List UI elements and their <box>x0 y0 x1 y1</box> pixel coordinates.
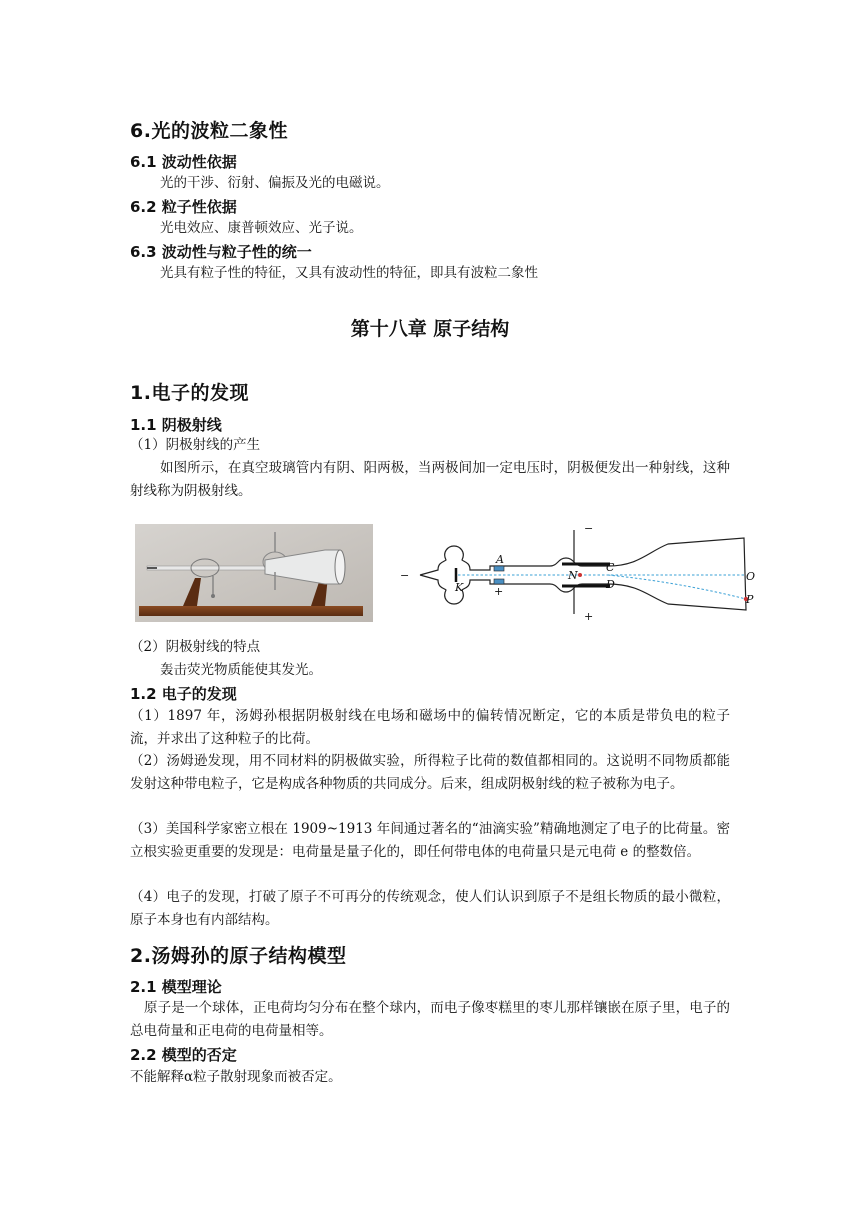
section-2-1-heading: 2.1 模型理论 <box>130 978 222 996</box>
section-6-3-heading: 6.3 波动性与粒子性的统一 <box>130 243 312 261</box>
item-2-text: 轰击荧光物质能使其发光。 <box>160 662 322 678</box>
item-2-label: （2）阴极射线的特点 <box>130 639 261 655</box>
item-1-text: 如图所示，在真空玻璃管内有阴、阳两极，当两极间加一定电压时，阴极便发出一种射线，这种射线称为阴极射线。 <box>130 460 730 499</box>
anode-plate-bottom <box>494 579 504 584</box>
label-d: D <box>606 578 615 591</box>
section-6-1-text: 光的干涉、衍射、偏振及光的电磁说。 <box>160 175 390 191</box>
label-c: C <box>606 561 615 574</box>
model-rejection-text: 不能解释α粒子散射现象而被否定。 <box>130 1069 342 1085</box>
model-theory-text: 原子是一个球体，正电荷均匀分布在整个球内，而电子像枣糕里的枣儿那样镶嵌在原子里，电子的总电荷量和正电荷的电荷量相等。 <box>130 1000 730 1039</box>
label-minus-left: − <box>400 569 410 582</box>
discovery-paragraph-2: （2）汤姆逊发现，用不同材料的阴极做实验，所得粒子比荷的数值都相同的。这说明不同物质都能发射这种带电粒子，它是构成各种物质的共同成分。后来，组成阴极射线的粒子被称为电子。 <box>130 753 730 792</box>
cathode-ray-tube-diagram <box>398 522 760 624</box>
label-k: K <box>455 581 464 594</box>
chapter-title: 第十八章 原子结构 <box>350 318 510 340</box>
section-1-heading: 1.电子的发现 <box>130 382 249 404</box>
point-n <box>578 573 582 577</box>
label-p: P <box>746 593 754 606</box>
section-6-3-text: 光具有粒子性的特征，又具有波动性的特征，即具有波粒二象性 <box>160 265 538 281</box>
label-plus-a: + <box>494 585 504 598</box>
label-n: N <box>568 569 578 582</box>
label-minus-top: − <box>584 522 594 535</box>
discovery-paragraph-1: （1）1897 年，汤姆孙根据阴极射线在电场和磁场中的偏转情况断定，它的本质是带负电的粒子流，并求出了这种粒子的比荷。 <box>130 708 730 747</box>
discovery-paragraph-4: （4）电子的发现，打破了原子不可再分的传统观念，使人们认识到原子不是组长物质的最小微粒，原子本身也有内部结构。 <box>130 889 730 928</box>
label-o: O <box>746 570 756 583</box>
section-6-1-heading: 6.1 波动性依据 <box>130 153 237 171</box>
label-plus-bottom: + <box>584 610 594 623</box>
anode-plate-top <box>494 566 504 571</box>
section-2-heading: 2.汤姆孙的原子结构模型 <box>130 945 347 967</box>
section-1-2-heading: 1.2 电子的发现 <box>130 685 237 703</box>
section-1-1-heading: 1.1 阴极射线 <box>130 416 222 434</box>
deflected-beam <box>608 575 746 599</box>
discovery-paragraph-3: （3）美国科学家密立根在 1909~1913 年间通过著名的“油滴实验”精确地测定了电子的比荷量。密立根实验更重要的发现是：电荷量是量子化的，即任何带电体的电荷量只是元电荷 e 的整数倍。 <box>130 821 730 860</box>
section-6-heading: 6.光的波粒二象性 <box>130 120 288 142</box>
section-6-2-heading: 6.2 粒子性依据 <box>130 198 237 216</box>
section-6-2-text: 光电效应、康普顿效应、光子说。 <box>160 220 363 236</box>
item-1-label: （1）阴极射线的产生 <box>130 437 261 453</box>
label-a: A <box>496 553 504 566</box>
section-2-2-heading: 2.2 模型的否定 <box>130 1046 237 1064</box>
cathode-ray-tube-photo <box>135 524 373 622</box>
